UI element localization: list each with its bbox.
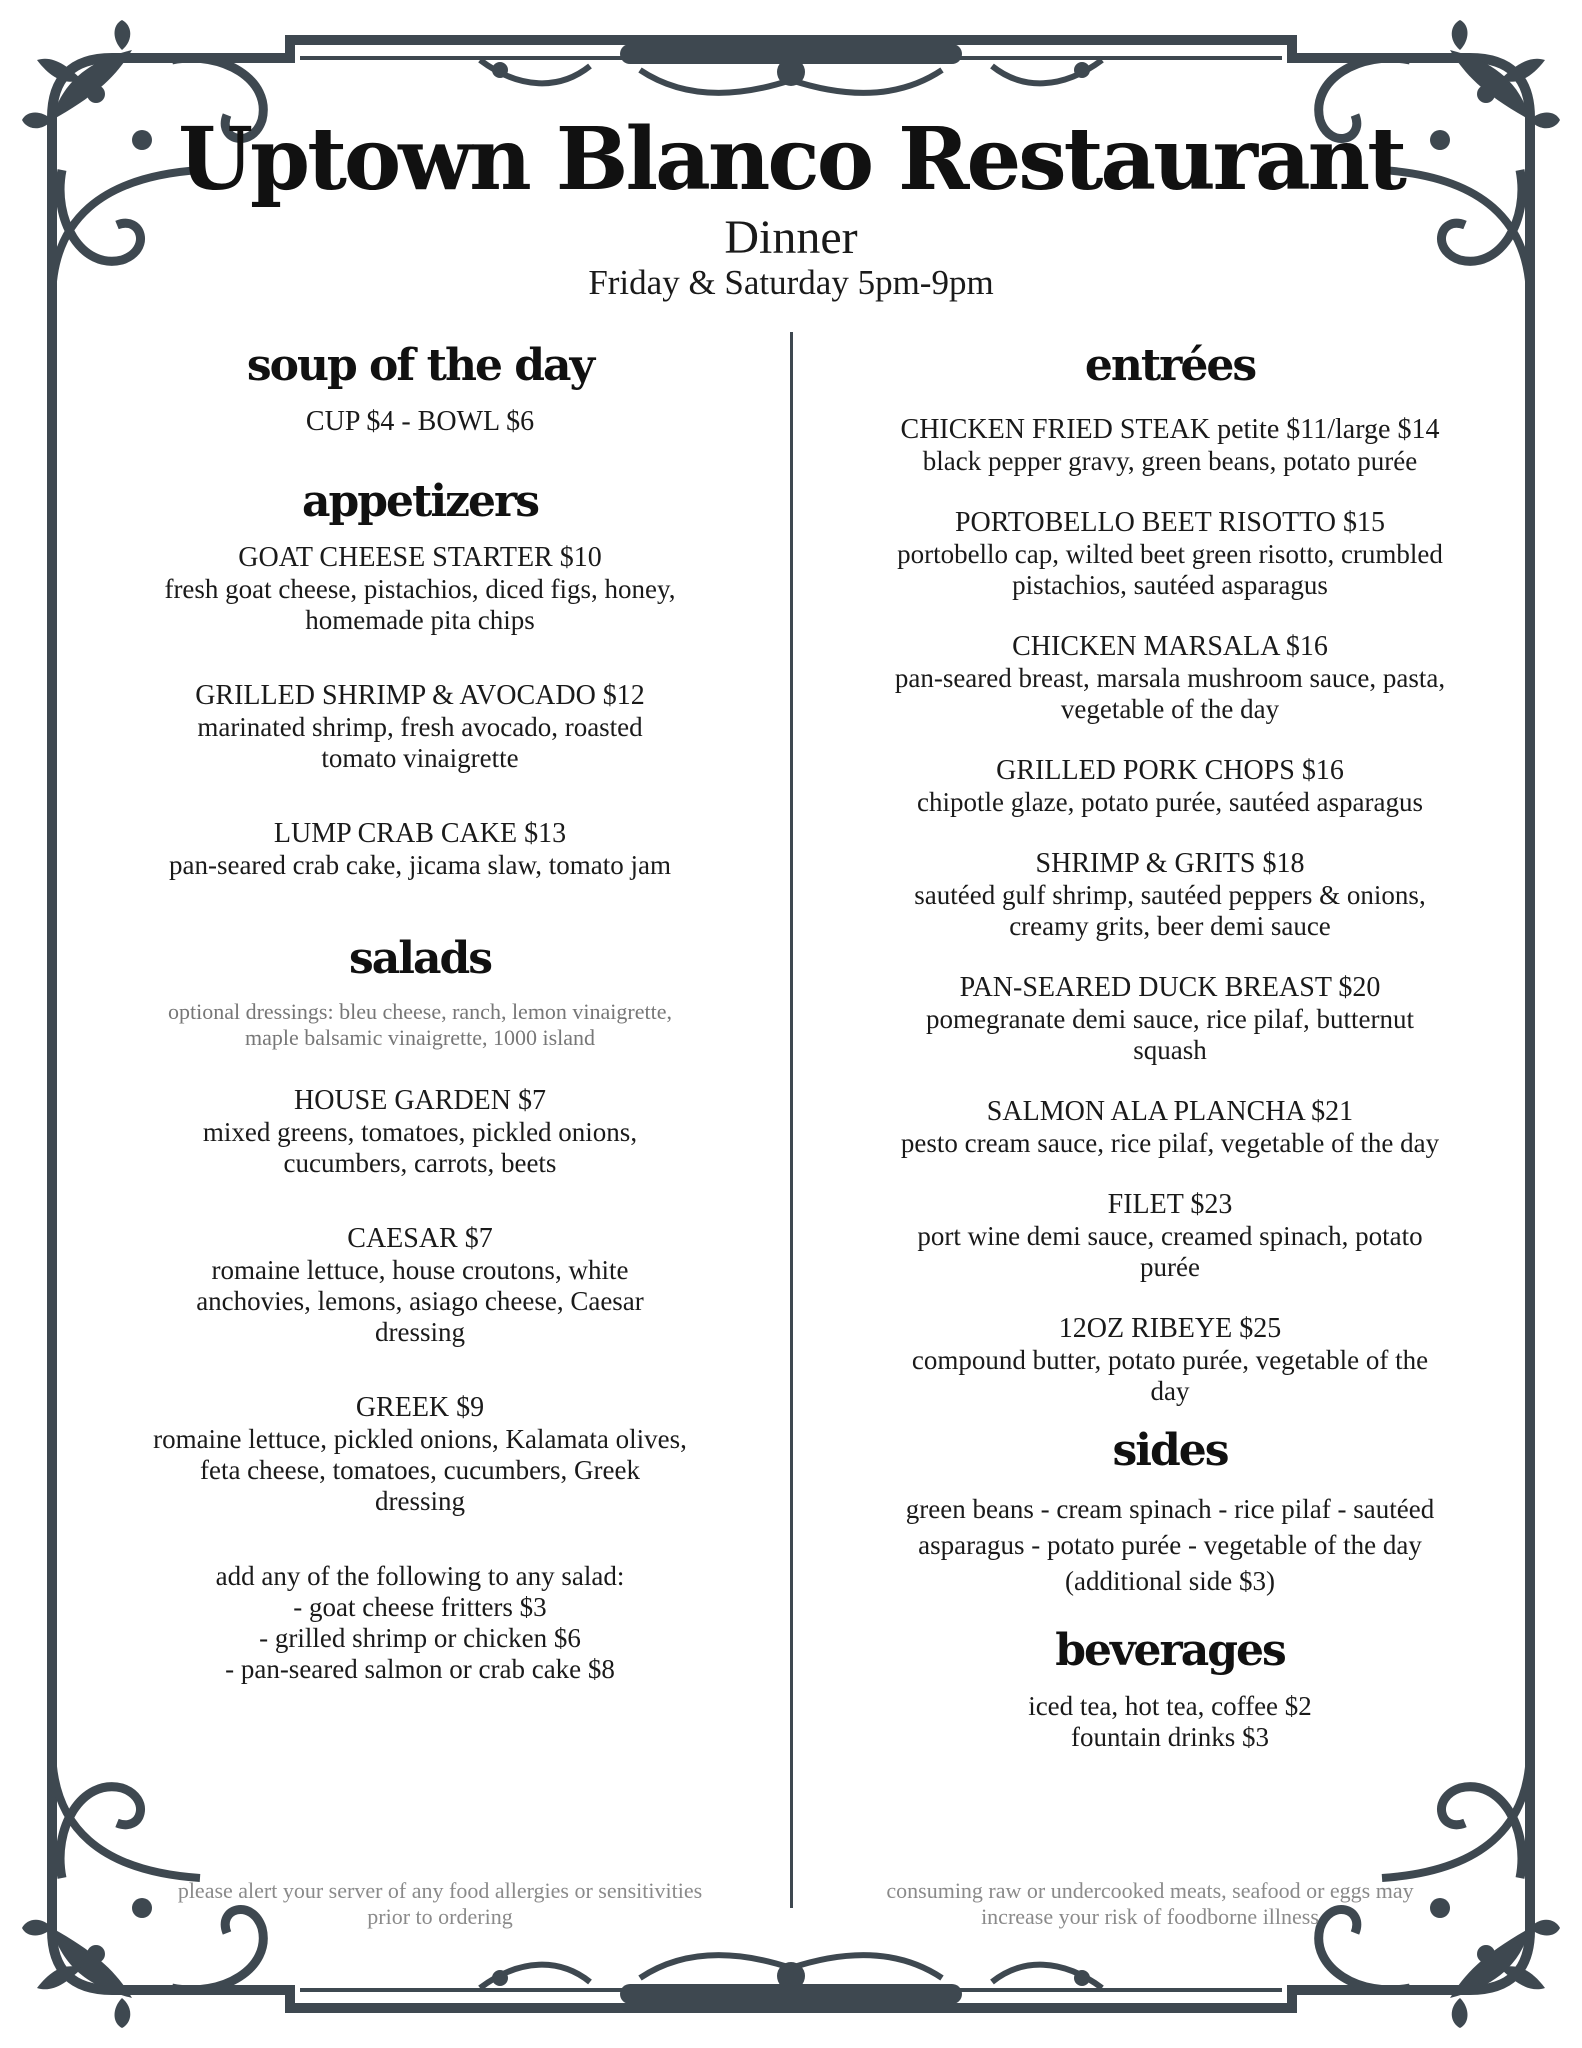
menu-item	[840, 848, 1500, 942]
section-title-sides: sides	[1112, 1425, 1228, 1476]
section-title-salads: salads	[348, 933, 492, 984]
addon-line: - grilled shrimp or chicken $6	[259, 1623, 581, 1653]
restaurant-title: Uptown Blanco Restaurant	[178, 109, 1404, 210]
menu-item	[840, 1189, 1500, 1283]
menu-item	[840, 1313, 1500, 1407]
food-safety-notice	[820, 1878, 1480, 1930]
menu-item	[100, 1085, 740, 1179]
item-description: pesto cream sauce, rice pilaf, vegetable of the day	[900, 1128, 1440, 1158]
item-description: romaine lettuce, house croutons, white	[211, 1255, 629, 1285]
sides-line: (additional side $3)	[1065, 1566, 1275, 1596]
item-name: HOUSE GARDEN $7	[294, 1085, 546, 1116]
item-description: pan-seared crab cake, jicama slaw, tomato jam	[168, 850, 671, 880]
left-column	[100, 340, 740, 1685]
item-name: GRILLED PORK CHOPS $16	[996, 755, 1344, 786]
menu-item	[100, 542, 740, 636]
item-description: creamy grits, beer demi sauce	[1009, 911, 1331, 941]
item-description: romaine lettuce, pickled onions, Kalamata olives,	[153, 1424, 687, 1454]
item-name: PAN-SEARED DUCK BREAST $20	[959, 972, 1381, 1003]
item-name: 12OZ RIBEYE $25	[1058, 1313, 1282, 1344]
soup-price: CUP $4 - BOWL $6	[305, 406, 535, 437]
meal-heading: Dinner	[724, 211, 858, 264]
section-title-entrees: entrées	[1084, 340, 1256, 391]
salad-addons	[100, 1561, 740, 1685]
addon-line: - goat cheese fritters $3	[293, 1592, 547, 1622]
beverage-line: fountain drinks $3	[1071, 1722, 1269, 1752]
item-description: compound butter, potato purée, vegetable of the	[911, 1345, 1429, 1375]
item-description: mixed greens, tomatoes, pickled onions,	[202, 1117, 638, 1147]
appetizers-section	[100, 476, 740, 881]
item-description: purée	[1140, 1252, 1200, 1282]
item-description: tomato vinaigrette	[321, 743, 519, 773]
dressing-note	[100, 999, 740, 1051]
menu-item	[100, 680, 740, 774]
footer-line: prior to ordering	[367, 1904, 513, 1929]
item-name: GOAT CHEESE STARTER $10	[238, 542, 602, 573]
beverages-list	[840, 1691, 1500, 1753]
beverage-line: iced tea, hot tea, coffee $2	[1028, 1691, 1312, 1721]
footer-line: consuming raw or undercooked meats, seafood or eggs may	[886, 1878, 1414, 1903]
footer-line: increase your risk of foodborne illness	[981, 1904, 1319, 1929]
service-hours: Friday & Saturday 5pm-9pm	[588, 263, 994, 302]
soup-section	[100, 340, 740, 438]
item-name: GRILLED SHRIMP & AVOCADO $12	[195, 680, 645, 711]
menu-item	[840, 631, 1500, 725]
item-description: marinated shrimp, fresh avocado, roasted	[197, 712, 643, 742]
menu-item	[100, 818, 740, 881]
menu-item	[100, 1223, 740, 1348]
menu-item	[840, 414, 1500, 477]
item-name: PORTOBELLO BEET RISOTTO $15	[954, 507, 1385, 538]
section-title-beverages: beverages	[1055, 1625, 1285, 1676]
item-description: dressing	[375, 1317, 465, 1347]
note-line: optional dressings: bleu cheese, ranch, lemon vinaigrette,	[167, 999, 672, 1024]
item-description: day	[1150, 1376, 1190, 1406]
item-name: SALMON ALA PLANCHA $21	[986, 1096, 1354, 1127]
section-title-soup: soup of the day	[246, 340, 594, 391]
item-name: LUMP CRAB CAKE $13	[273, 818, 567, 849]
note-line: maple balsamic vinaigrette, 1000 island	[244, 1025, 596, 1050]
item-description: black pepper gravy, green beans, potato purée	[922, 446, 1418, 476]
menu-item	[840, 972, 1500, 1066]
addon-line: add any of the following to any salad:	[215, 1561, 625, 1591]
menu-item	[840, 755, 1500, 818]
item-description: pomegranate demi sauce, rice pilaf, butternut	[925, 1004, 1415, 1034]
sides-list	[840, 1491, 1500, 1599]
right-column	[840, 340, 1500, 1753]
item-description: pan-seared breast, marsala mushroom sauce, pasta,	[894, 663, 1446, 693]
item-name: FILET $23	[1107, 1189, 1233, 1220]
item-description: anchovies, lemons, asiago cheese, Caesar	[196, 1286, 644, 1316]
item-name: GREEK $9	[355, 1392, 485, 1423]
addon-line: - pan-seared salmon or crab cake $8	[225, 1654, 615, 1684]
item-name: SHRIMP & GRITS $18	[1035, 848, 1305, 879]
item-description: portobello cap, wilted beet green risotto, crumbled	[897, 539, 1443, 569]
menu-item	[100, 1392, 740, 1517]
item-description: sautéed gulf shrimp, sautéed peppers & onions,	[914, 880, 1426, 910]
item-description: feta cheese, tomatoes, cucumbers, Greek	[199, 1455, 641, 1485]
item-description: dressing	[375, 1486, 465, 1516]
item-name: CHICKEN FRIED STEAK petite $11/large $14	[900, 414, 1440, 445]
item-description: fresh goat cheese, pistachios, diced figs, honey,	[164, 574, 676, 604]
item-description: chipotle glaze, potato purée, sautéed asparagus	[916, 787, 1424, 817]
column-divider	[790, 332, 793, 1908]
sides-line: green beans - cream spinach - rice pilaf - sautéed	[905, 1494, 1435, 1524]
menu-item	[840, 1096, 1500, 1159]
section-title-appetizers: appetizers	[301, 476, 538, 527]
item-description: vegetable of the day	[1060, 694, 1280, 724]
salads-section	[100, 933, 740, 1685]
item-description: homemade pita chips	[305, 605, 535, 635]
item-name: CHICKEN MARSALA $16	[1012, 631, 1328, 662]
footer-line: please alert your server of any food allergies or sensitivities	[177, 1878, 703, 1903]
item-description: cucumbers, carrots, beets	[283, 1148, 557, 1178]
beverages-section	[840, 1625, 1500, 1753]
item-description: squash	[1133, 1035, 1207, 1065]
entrees-section	[840, 340, 1500, 1407]
menu-item	[840, 507, 1500, 601]
item-name: CAESAR $7	[347, 1223, 493, 1254]
sides-line: asparagus - potato purée - vegetable of the day	[918, 1530, 1422, 1560]
allergy-notice	[120, 1878, 760, 1930]
item-description: pistachios, sautéed asparagus	[1012, 570, 1328, 600]
sides-section	[840, 1425, 1500, 1599]
item-description: port wine demi sauce, creamed spinach, potato	[917, 1221, 1423, 1251]
